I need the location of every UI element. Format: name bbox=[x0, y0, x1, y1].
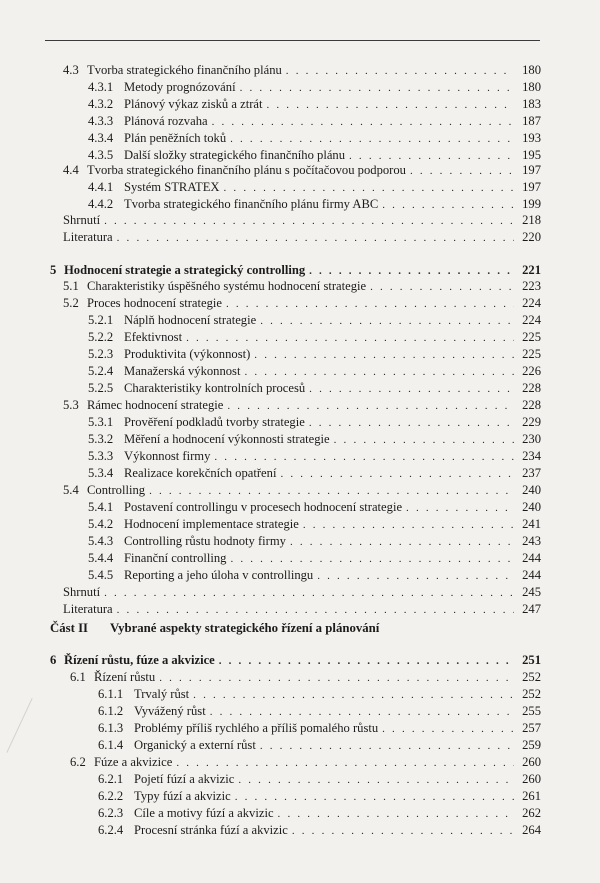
toc-entry-page: 244 bbox=[522, 568, 541, 582]
toc-dot-leader bbox=[260, 738, 514, 755]
toc-entry bbox=[98, 686, 541, 703]
toc-entry bbox=[88, 414, 541, 431]
toc-entry-page: 234 bbox=[522, 449, 541, 463]
toc-dot-leader bbox=[334, 432, 514, 449]
toc-entry bbox=[98, 788, 541, 805]
toc-entry bbox=[88, 567, 541, 584]
toc-entry-title: Tvorba strategického finančního plánu s počítačovou podporou bbox=[87, 163, 406, 177]
toc-entry-number: 6.1.3 bbox=[98, 721, 124, 735]
part-label: Část II bbox=[50, 621, 89, 635]
toc-entry-page: 218 bbox=[522, 213, 541, 227]
toc-entry bbox=[88, 130, 541, 147]
toc-dot-leader bbox=[238, 772, 514, 789]
toc-entry-title: Řízení růstu bbox=[94, 670, 156, 684]
toc-entry bbox=[63, 482, 541, 499]
toc-dot-leader bbox=[292, 823, 514, 840]
toc-entry bbox=[88, 79, 541, 96]
toc-entry-number: 5.4.5 bbox=[88, 568, 114, 582]
toc-entry bbox=[88, 516, 541, 533]
toc-entry bbox=[88, 533, 541, 550]
toc-entry-title: Měření a hodnocení výkonnosti strategie bbox=[124, 432, 330, 446]
toc-entry-page: 225 bbox=[522, 330, 541, 344]
toc-entry-title: Plán peněžních toků bbox=[124, 131, 227, 145]
toc-entry-number: 4.4.1 bbox=[88, 180, 114, 194]
toc-entry-page: 230 bbox=[522, 432, 541, 446]
toc-dot-leader bbox=[260, 313, 514, 330]
toc-entry-title: Problémy příliš rychlého a příliš pomalého růstu bbox=[134, 721, 379, 735]
toc-entry-title: Manažerská výkonnost bbox=[124, 364, 241, 378]
toc-entry-page: 247 bbox=[522, 602, 541, 616]
toc-dot-leader bbox=[235, 789, 514, 806]
toc-entry bbox=[98, 720, 541, 737]
toc-entry-title: Controlling růstu hodnoty firmy bbox=[124, 534, 286, 548]
toc-entry-title: Charakteristiky úspěšného systému hodnocení strategie bbox=[87, 279, 367, 293]
toc-dot-leader bbox=[186, 330, 514, 347]
toc-entry-page: 225 bbox=[522, 347, 541, 361]
toc-dot-leader bbox=[212, 114, 514, 131]
toc-dot-leader bbox=[176, 755, 514, 772]
toc-dot-leader bbox=[117, 230, 514, 247]
toc-entry-page: 259 bbox=[522, 738, 541, 752]
toc-dot-leader bbox=[267, 97, 515, 114]
toc-dot-leader bbox=[280, 466, 514, 483]
toc-dot-leader bbox=[309, 415, 514, 432]
toc-entry-number: 5.4.1 bbox=[88, 500, 114, 514]
toc-dot-leader bbox=[219, 653, 514, 670]
toc-entry bbox=[98, 805, 541, 822]
toc-entry-number: 4.3 bbox=[63, 63, 79, 77]
toc-entry-title: Prověření podkladů tvorby strategie bbox=[124, 415, 305, 429]
toc-entry-number: 6.1.1 bbox=[98, 687, 124, 701]
toc-entry bbox=[63, 397, 541, 414]
toc-dot-leader bbox=[278, 806, 514, 823]
toc-entry-number: 5.3.2 bbox=[88, 432, 114, 446]
toc-dot-leader bbox=[240, 80, 514, 97]
toc-entry-title: Efektivnost bbox=[124, 330, 183, 344]
toc-entry bbox=[63, 162, 541, 179]
toc-entry bbox=[98, 737, 541, 754]
toc-dot-leader bbox=[244, 364, 514, 381]
toc-entry-title: Finanční controlling bbox=[124, 551, 227, 565]
toc-entry bbox=[88, 96, 541, 113]
toc-entry-page: 241 bbox=[522, 517, 541, 531]
toc-entry-title: Postavení controllingu v procesech hodnocení strategie bbox=[124, 500, 403, 514]
toc-entry-page: 221 bbox=[522, 263, 541, 277]
toc-entry bbox=[88, 499, 541, 516]
toc-entry-page: 261 bbox=[522, 789, 541, 803]
toc-entry-number: 4.3.2 bbox=[88, 97, 114, 111]
toc-entry-page: 260 bbox=[522, 755, 541, 769]
toc-entry bbox=[88, 465, 541, 482]
toc-entry-page: 224 bbox=[522, 313, 541, 327]
toc-entry-page: 197 bbox=[522, 180, 541, 194]
toc-entry bbox=[88, 431, 541, 448]
toc-entry-number: 5.2.2 bbox=[88, 330, 114, 344]
toc-entry-number: 5.2.1 bbox=[88, 313, 114, 327]
toc-entry-title: Procesní stránka fúzí a akvizic bbox=[134, 823, 288, 837]
toc-entry-title: Hodnocení implementace strategie bbox=[124, 517, 299, 531]
toc-entry-title: Organický a externí růst bbox=[134, 738, 256, 752]
toc-entry-page: 255 bbox=[522, 704, 541, 718]
toc-entry-number: 5.2 bbox=[63, 296, 79, 310]
toc-entry-page: 252 bbox=[522, 670, 541, 684]
toc-entry-number: 6.2.3 bbox=[98, 806, 124, 820]
toc-entry-title: Shrnutí bbox=[63, 213, 101, 227]
toc-entry bbox=[50, 652, 541, 669]
toc-entry bbox=[63, 278, 541, 295]
toc-dot-leader bbox=[117, 602, 514, 619]
toc-entry-number: 6.2.4 bbox=[98, 823, 124, 837]
toc-dot-leader bbox=[309, 381, 514, 398]
toc-entry-page: 195 bbox=[522, 148, 541, 162]
toc-entry-page: 224 bbox=[522, 296, 541, 310]
toc-dot-leader bbox=[214, 449, 514, 466]
toc-entry-number: 5.2.3 bbox=[88, 347, 114, 361]
toc-entry-title: Controlling bbox=[87, 483, 146, 497]
toc-entry bbox=[88, 550, 541, 567]
toc-entry-page: 251 bbox=[522, 653, 541, 667]
toc-entry-title: Produktivita (výkonnost) bbox=[124, 347, 251, 361]
toc-entry bbox=[88, 179, 541, 196]
toc-entry bbox=[88, 312, 541, 329]
toc-entry-title: Řízení růstu, fúze a akvizice bbox=[64, 653, 215, 667]
toc-entry-number: 5.4 bbox=[63, 483, 79, 497]
toc-entry-number: 6.2.2 bbox=[98, 789, 124, 803]
toc-entry bbox=[88, 196, 541, 213]
toc-entry-page: 245 bbox=[522, 585, 541, 599]
toc-entry bbox=[88, 346, 541, 363]
toc-entry-page: 260 bbox=[522, 772, 541, 786]
toc-entry bbox=[88, 113, 541, 130]
toc-entry-page: 223 bbox=[522, 279, 541, 293]
toc-dot-leader bbox=[230, 551, 514, 568]
toc-entry-title: Proces hodnocení strategie bbox=[87, 296, 222, 310]
toc-entry-title: Náplň hodnocení strategie bbox=[124, 313, 257, 327]
toc-dot-leader bbox=[290, 534, 514, 551]
toc-entry-page: 243 bbox=[522, 534, 541, 548]
toc-entry-number: 6.2.1 bbox=[98, 772, 124, 786]
toc-entry-number: 6.1.2 bbox=[98, 704, 124, 718]
toc-entry-page: 193 bbox=[522, 131, 541, 145]
toc-entry-title: Metody prognózování bbox=[124, 80, 236, 94]
toc-entry bbox=[63, 229, 541, 246]
toc-entry-page: 187 bbox=[522, 114, 541, 128]
toc-entry-title: Realizace korekčních opatření bbox=[124, 466, 277, 480]
toc-entry-number: 4.3.1 bbox=[88, 80, 114, 94]
toc-entry-title: Hodnocení strategie a strategický controlling bbox=[64, 263, 306, 277]
toc-entry-number: 5.4.3 bbox=[88, 534, 114, 548]
toc-entry-title: Plánový výkaz zisků a ztrát bbox=[124, 97, 263, 111]
toc-dot-leader bbox=[230, 131, 514, 148]
toc-entry bbox=[98, 822, 541, 839]
toc-dot-leader bbox=[104, 213, 514, 230]
toc-dot-leader bbox=[226, 296, 514, 313]
toc-entry-title: Typy fúzí a akvizic bbox=[134, 789, 231, 803]
toc-entry bbox=[70, 754, 541, 771]
toc-dot-leader bbox=[193, 687, 514, 704]
toc-entry-page: 240 bbox=[522, 500, 541, 514]
toc-entry-page: 264 bbox=[522, 823, 541, 837]
toc-dot-leader bbox=[104, 585, 514, 602]
toc-entry-title: Shrnutí bbox=[63, 585, 101, 599]
toc-entry-number: 5.3 bbox=[63, 398, 79, 412]
toc-dot-leader bbox=[210, 704, 514, 721]
toc-entry bbox=[88, 380, 541, 397]
toc-dot-leader bbox=[286, 63, 514, 80]
toc-entry-title: Rámec hodnocení strategie bbox=[87, 398, 224, 412]
toc-entry-page: 228 bbox=[522, 381, 541, 395]
toc-entry bbox=[98, 703, 541, 720]
toc-entry-number: 4.3.3 bbox=[88, 114, 114, 128]
toc-dot-leader bbox=[227, 398, 514, 415]
toc-dot-leader bbox=[382, 721, 514, 738]
toc-entry-page: 226 bbox=[522, 364, 541, 378]
part-title: Vybrané aspekty strategického řízení a plánování bbox=[110, 621, 380, 635]
toc-entry-number: 4.4 bbox=[63, 163, 79, 177]
toc-dot-leader bbox=[406, 500, 514, 517]
toc-entry-page: 257 bbox=[522, 721, 541, 735]
toc-entry-title: Reporting a jeho úloha v controllingu bbox=[124, 568, 314, 582]
toc-entry-number: 5.4.4 bbox=[88, 551, 114, 565]
toc-entry-number: 5.1 bbox=[63, 279, 79, 293]
toc-dot-leader bbox=[254, 347, 514, 364]
toc-entry-page: 228 bbox=[522, 398, 541, 412]
toc-entry-title: Výkonnost firmy bbox=[124, 449, 211, 463]
toc-entry bbox=[63, 295, 541, 312]
toc-entry-page: 197 bbox=[522, 163, 541, 177]
toc-entry-number: 6.1.4 bbox=[98, 738, 124, 752]
toc-entry-number: 5.3.4 bbox=[88, 466, 114, 480]
toc-entry-title: Charakteristiky kontrolních procesů bbox=[124, 381, 306, 395]
toc-entry-number: 4.3.4 bbox=[88, 131, 114, 145]
toc-entry-title: Literatura bbox=[63, 230, 113, 244]
toc-entry-page: 262 bbox=[522, 806, 541, 820]
toc-entry-number: 5.2.5 bbox=[88, 381, 114, 395]
toc-entry-title: Trvalý růst bbox=[134, 687, 190, 701]
toc-entry bbox=[63, 212, 541, 229]
toc-entry-number: 4.3.5 bbox=[88, 148, 114, 162]
toc-entry-title: Cíle a motivy fúzí a akvizic bbox=[134, 806, 274, 820]
toc-entry bbox=[50, 262, 541, 279]
toc-entry-page: 252 bbox=[522, 687, 541, 701]
toc-entry bbox=[88, 363, 541, 380]
toc-entry bbox=[63, 584, 541, 601]
toc-entry-page: 183 bbox=[522, 97, 541, 111]
toc-entry-title: Vyvážený růst bbox=[134, 704, 206, 718]
toc-entry bbox=[70, 669, 541, 686]
toc-entry-title: Systém STRATEX bbox=[124, 180, 220, 194]
toc-dot-leader bbox=[149, 483, 514, 500]
toc-dot-leader bbox=[410, 163, 514, 180]
toc-entry-number: 6 bbox=[50, 653, 57, 667]
toc-entry bbox=[88, 329, 541, 346]
toc-entry-number: 5.2.4 bbox=[88, 364, 114, 378]
toc-entry-page: 199 bbox=[522, 197, 541, 211]
toc-entry bbox=[63, 601, 541, 618]
toc-entry-number: 5.3.1 bbox=[88, 415, 114, 429]
toc-entry-title: Plánová rozvaha bbox=[124, 114, 208, 128]
toc-entry-number: 5.3.3 bbox=[88, 449, 114, 463]
toc-entry-page: 240 bbox=[522, 483, 541, 497]
toc-entry-page: 220 bbox=[522, 230, 541, 244]
toc-entry-title: Tvorba strategického finančního plánu bbox=[87, 63, 282, 77]
toc-entry-page: 244 bbox=[522, 551, 541, 565]
toc-entry-number: 6.1 bbox=[70, 670, 86, 684]
toc-dot-leader bbox=[370, 279, 514, 296]
toc-entry-page: 180 bbox=[522, 63, 541, 77]
toc-entry-title: Literatura bbox=[63, 602, 113, 616]
toc-entry-number: 6.2 bbox=[70, 755, 86, 769]
toc-entry bbox=[98, 771, 541, 788]
toc-entry-page: 180 bbox=[522, 80, 541, 94]
toc-entry-page: 229 bbox=[522, 415, 541, 429]
toc-dot-leader bbox=[317, 568, 514, 585]
toc-entry-number: 5.4.2 bbox=[88, 517, 114, 531]
toc-entry-title: Fúze a akvizice bbox=[94, 755, 173, 769]
part-heading bbox=[50, 621, 379, 636]
toc-dot-leader bbox=[303, 517, 514, 534]
toc-entry-title: Pojetí fúzí a akvizic bbox=[134, 772, 235, 786]
toc-entry-number: 5 bbox=[50, 263, 57, 277]
toc-entry bbox=[63, 62, 541, 79]
toc-entry-title: Další složky strategického finančního plánu bbox=[124, 148, 346, 162]
toc-entry bbox=[88, 448, 541, 465]
toc-dot-leader bbox=[159, 670, 514, 687]
toc-entry-title: Tvorba strategického finančního plánu firmy ABC bbox=[124, 197, 379, 211]
toc-entry-page: 237 bbox=[522, 466, 541, 480]
toc-entry-number: 4.4.2 bbox=[88, 197, 114, 211]
toc-dot-leader bbox=[224, 180, 514, 197]
